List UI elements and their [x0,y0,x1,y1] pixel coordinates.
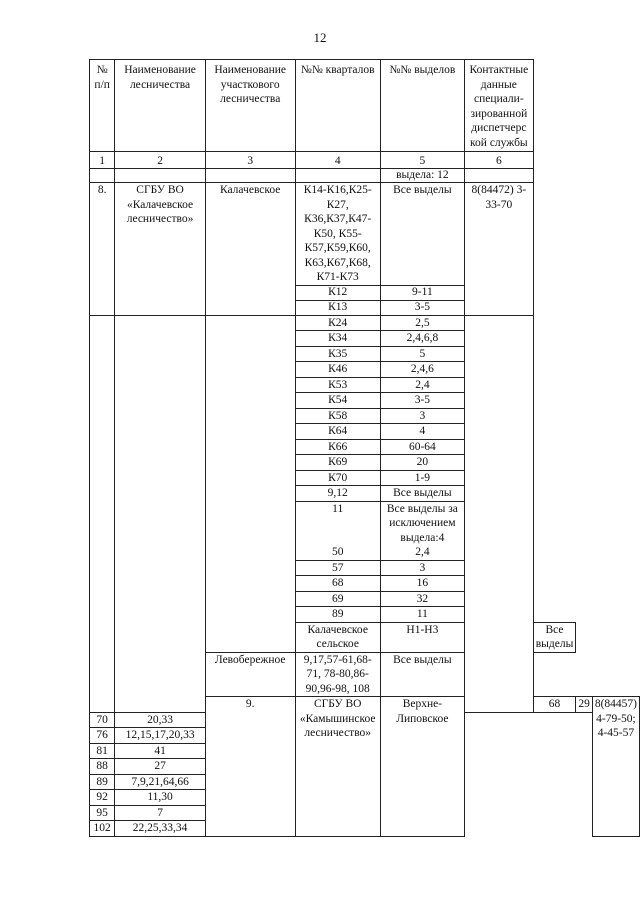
quarters-cell: К66 [295,439,380,455]
allotments-cell: 2,4,6 [380,362,464,378]
header-allotments: №№ выделов [380,60,464,152]
quarters-cell: К69 [295,455,380,471]
table-row [90,169,640,183]
district-name: Калачевское сельское [295,622,380,652]
header-quarters: №№ кварталов [295,60,380,152]
contact-info: 8(84457) 4-79-50; 4-45-57 [592,697,639,837]
quarters-cell: 89 [90,774,115,790]
quarters-cell: 69 [295,591,380,607]
quarters-cell: К46 [295,362,380,378]
forestry-table [89,59,640,837]
quarters-cell: 57 [295,560,380,576]
header-district: Наименование участкового лесничества [205,60,295,152]
header-number: № п/п [90,60,115,152]
quarters-cell: 76 [90,728,115,744]
forestry-name: СГБУ ВО «Калачевское лесничество» [115,183,205,316]
table-row [90,315,640,331]
quarters-cell: 70 [90,712,115,728]
allotments-cell: 2,4,6,8 [380,331,464,347]
allotments-cell: Все выделы [380,652,464,697]
quarters-cell: 102 [90,821,115,837]
row-number: 8. [90,183,115,316]
table-header-row [90,60,640,152]
quarters-cell: К24 [295,315,380,331]
quarters-cell: 95 [90,805,115,821]
allotments-cell: 2,4 [380,545,464,560]
quarters-cell: К34 [295,331,380,347]
quarters-cell: К53 [295,377,380,393]
quarters-cell: 92 [90,790,115,806]
header-forestry: Наименование лесничества [115,60,205,152]
allotments-cell: 3-5 [380,393,464,409]
quarters-cell: 9,12 [295,486,380,502]
quarters-cell: 81 [90,743,115,759]
allotments-cell: 3 [380,408,464,424]
quarters-cell: К12 [295,285,380,300]
allotments-cell: 20 [380,455,464,471]
quarters-cell: К35 [295,346,380,362]
quarters-cell: К13 [295,300,380,315]
quarters-cell: Н1-Н3 [380,622,464,652]
allotments-cell: 29 [576,697,593,713]
quarters-cell: 50 [295,545,380,560]
row-number: 9. [205,697,295,837]
column-number: 3 [205,152,295,169]
allotments-cell: 2,4 [380,377,464,393]
allotments-cell: 11,30 [115,790,205,806]
column-number-row [90,152,640,169]
contact-info: 8(84472) 3-33-70 [464,183,533,316]
allotments-cell: 7 [115,805,205,821]
allotments-cell: 20,33 [115,712,205,728]
allotments-cell: 12,15,17,20,33 [115,728,205,744]
allotments-cell: 60-64 [380,439,464,455]
table-row [90,183,640,286]
quarters-cell: 68 [295,576,380,592]
header-contacts: Контактные данные специали-зированной диспетчерс кой службы [464,60,533,152]
quarters-cell: К14-К16,К25-К27, К36,К37,К47-К50, К55-К57,К59,К60, К63,К67,К68, К71-К73 [295,183,380,286]
allotments-cell: 3-5 [380,300,464,315]
allotments-cell: 32 [380,591,464,607]
allotments-cell: 4 [380,424,464,440]
district-name: Калачевское [205,183,295,316]
allotments-cell: 1-9 [380,470,464,486]
allotments-cell: 3 [380,560,464,576]
column-number: 1 [90,152,115,169]
allotments-cell: Все выделы [380,486,464,502]
allotments-cell: Все выделы за исключением выдела:4 [380,501,464,545]
allotments-cell: 27 [115,759,205,775]
allotments-cell: выдела: 12 [380,169,464,183]
allotments-cell: Все выделы [533,622,576,652]
quarters-cell: 89 [295,607,380,623]
district-name: Левобережное [205,652,295,697]
allotments-cell: Все выделы [380,183,464,286]
allotments-cell: 9-11 [380,285,464,300]
allotments-cell: 22,25,33,34 [115,821,205,837]
column-number: 4 [295,152,380,169]
forestry-name: СГБУ ВО «Камышинское лесничество» [295,697,380,837]
allotments-cell: 7,9,21,64,66 [115,774,205,790]
column-number: 6 [464,152,533,169]
quarters-cell: 9,17,57-61,68-71, 78-80,86-90,96-98, 108 [295,652,380,697]
allotments-cell: 16 [380,576,464,592]
quarters-cell: К58 [295,408,380,424]
column-number: 5 [380,152,464,169]
quarters-cell: К70 [295,470,380,486]
quarters-cell: 88 [90,759,115,775]
quarters-cell: 11 [295,501,380,545]
allotments-cell: 5 [380,346,464,362]
quarters-cell: К64 [295,424,380,440]
allotments-cell: 41 [115,743,205,759]
quarters-cell: 68 [533,697,576,713]
district-name: Верхне-Липовское [380,697,464,837]
column-number: 2 [115,152,205,169]
allotments-cell: 11 [380,607,464,623]
page-number: 12 [313,30,327,45]
quarters-cell: К54 [295,393,380,409]
allotments-cell: 2,5 [380,315,464,331]
